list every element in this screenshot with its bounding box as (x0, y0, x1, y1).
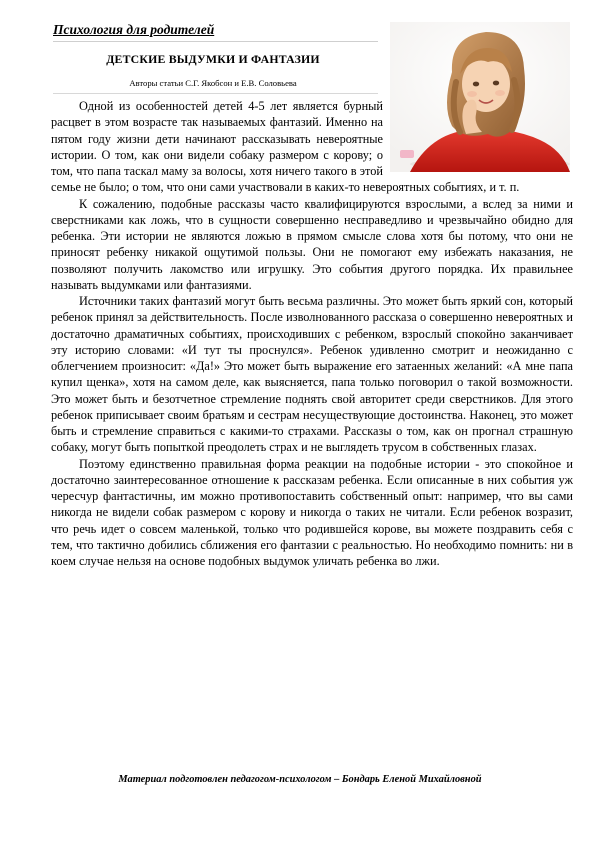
article-paragraph-4: Поэтому единственно правильная форма реакции на подобные истории - это спокойное и достаточно заинтересованное отношение к рассказам ребенка. Если описанные в них события уж чересчур фантастичны, им можно противопоставить собственный опыт: например, что вы сами никогда не видели собак размером с корову и никогда о таких не читали. Если ребенок возразит, что речь идет о совсем маленькой, только что родившейся корове, вы можете поздравить себя с тем, что тактично добились сближения его фантазии с реальностью. Но необходимо помнить: ни в коем случае нельзя на основе подобных выдумок уличать ребенка во лжи. (51, 456, 573, 568)
author-credit: Материал подготовлен педагогом-психологом – Бондарь Еленой Михайловной (118, 774, 482, 785)
section-heading (53, 22, 383, 38)
article-paragraph-1: Одной из особенностей детей 4-5 лет является бурный расцвет в этом возрасте так называемых фантазий. Именно на пятом году жизни дети начинают рассказывать невероятные истории. О том, как они видели собаку размером с корову; о том, что папа таскал маму за волосы, хотя ничего такого в этой семье не было; о том, что они сами участвовали в каких-то невероятных событиях, и т. п. (51, 99, 520, 195)
photo-text-wrap-spacer (383, 98, 573, 168)
article-paragraph-2: К сожалению, подобные рассказы часто квалифицируются взрослыми, а вслед за ними и сверстниками как ложь, что в сущности совершенно несправедливо и чрезвычайно обидно для ребенка. Эти истории не являются ложью в прямом смысле слова хотя бы потому, что они не приносят ребенку никакой ощутимой пользы. Они не помогают ему избежать наказания, не позволяют получить лакомство или игрушку. Это события другого порядка. Их правильнее называть выдумками или фантазиями. (51, 196, 573, 292)
article-paragraph-3: Источники таких фантазий могут быть весьма различны. Это может быть яркий сон, который ребенок принял за действительность. После изволнованного рассказа о совершенно невероятных и достаточно драматичных событиях, происходивших с ребенком, взрослый спокойно заканчивает эту историю словами: «И тут ты проснулся». Ребенок удивленно смотрит и неожиданно с облегчением произносит: «Да!» Это может быть выражение его затаенных желаний: «А мне папа купил щенка», хотя на самом деле, как выясняется, папа только поговорил о такой возможности. Это может быть и безотчетное стремление поднять свой авторитет среди сверстников. Для этого ребенок приписывает своим братьям и сестрам несуществующие достоинства. Наконец, это может быть и стремление справиться с какими-то страхами. Рассказы о том, как он прогнал страшную собаку, могут быть попыткой преодолеть страх и не выглядеть трусом в собственных глазах. (51, 294, 573, 455)
authors-divider (53, 93, 378, 94)
article-title: ДЕТСКИЕ ВЫДУМКИ И ФАНТАЗИИ (106, 52, 320, 66)
section-heading-text: Психология для родителей (53, 22, 215, 37)
article-authors: Авторы статьи С.Г. Якобсон и Е.В. Соловьева (129, 78, 297, 88)
article-body (51, 98, 573, 569)
heading-divider (53, 41, 378, 42)
